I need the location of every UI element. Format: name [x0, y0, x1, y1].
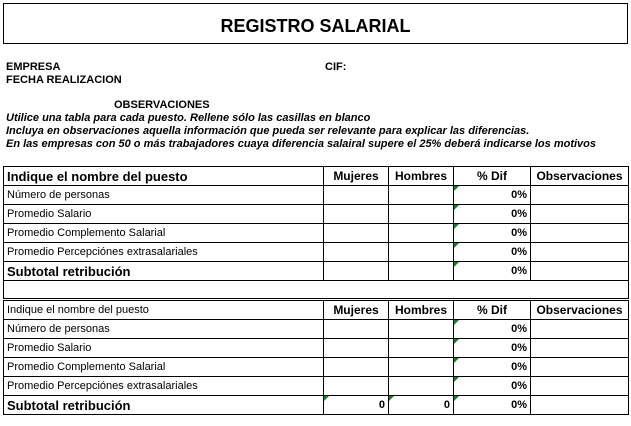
table-row — [4, 243, 629, 262]
mujeres-input-cell[interactable] — [324, 377, 389, 396]
table-row — [4, 377, 629, 396]
table-row — [4, 224, 629, 243]
hombres-input-cell[interactable] — [389, 224, 454, 243]
table-row — [4, 320, 629, 339]
observaciones-input-cell[interactable] — [531, 320, 629, 339]
spacer-cell — [4, 281, 629, 299]
hombres-input-cell[interactable] — [389, 320, 454, 339]
observaciones-input-cell[interactable] — [531, 358, 629, 377]
spacer-row — [4, 281, 629, 299]
hombres-header: Hombres — [389, 301, 454, 320]
table-row — [4, 186, 629, 205]
row-label: Promedio Complemento Salarial — [4, 224, 324, 243]
dif-header: % Dif — [454, 301, 531, 320]
dif-value: 0% — [454, 186, 531, 205]
mujeres-input-cell[interactable] — [324, 339, 389, 358]
note-line-2: Incluya en observaciones aquella información que pueda ser relevante para explicar las diferencias. — [6, 125, 530, 137]
subtotal-label: Subtotal retribución — [4, 396, 324, 415]
dif-value: 0% — [454, 224, 531, 243]
table-header-row — [4, 167, 629, 186]
observaciones-input-cell[interactable] — [531, 205, 629, 224]
subtotal-hombres — [389, 262, 454, 281]
row-label: Número de personas — [4, 320, 324, 339]
salary-table-2 — [3, 300, 629, 415]
subtotal-row — [4, 262, 629, 281]
subtotal-mujeres — [324, 262, 389, 281]
row-label: Número de personas — [4, 186, 324, 205]
observaciones-header: Observaciones — [531, 301, 629, 320]
dif-value: 0% — [454, 205, 531, 224]
page-title: REGISTRO SALARIAL — [220, 16, 411, 36]
row-label: Promedio Salario — [4, 205, 324, 224]
row-label: Promedio Complemento Salarial — [4, 358, 324, 377]
subtotal-label: Subtotal retribución — [4, 262, 324, 281]
hombres-input-cell[interactable] — [389, 205, 454, 224]
table-row — [4, 339, 629, 358]
table-header-row — [4, 301, 629, 320]
subtotal-mujeres: 0 — [324, 396, 389, 415]
puesto-name-cell[interactable]: Indique el nombre del puesto — [4, 167, 324, 186]
table-row — [4, 205, 629, 224]
table-row — [4, 358, 629, 377]
mujeres-input-cell[interactable] — [324, 358, 389, 377]
hombres-input-cell[interactable] — [389, 358, 454, 377]
salary-table-1 — [3, 166, 629, 299]
dif-value: 0% — [454, 339, 531, 358]
row-label: Promedio Percepciónes extrasalariales — [4, 243, 324, 262]
observaciones-input-cell[interactable] — [531, 186, 629, 205]
dif-value: 0% — [454, 377, 531, 396]
dif-header: % Dif — [454, 167, 531, 186]
dif-value: 0% — [454, 358, 531, 377]
fecha-label: FECHA REALIZACION — [6, 74, 122, 86]
hombres-input-cell[interactable] — [389, 186, 454, 205]
observaciones-input-cell[interactable] — [531, 224, 629, 243]
observaciones-title: OBSERVACIONES — [114, 99, 210, 111]
observaciones-header: Observaciones — [531, 167, 629, 186]
observaciones-input-cell[interactable] — [531, 243, 629, 262]
subtotal-row — [4, 396, 629, 415]
observaciones-input-cell[interactable] — [531, 339, 629, 358]
row-label: Promedio Salario — [4, 339, 324, 358]
mujeres-input-cell[interactable] — [324, 243, 389, 262]
subtotal-hombres: 0 — [389, 396, 454, 415]
dif-value: 0% — [454, 243, 531, 262]
observaciones-input-cell[interactable] — [531, 377, 629, 396]
hombres-input-cell[interactable] — [389, 339, 454, 358]
hombres-input-cell[interactable] — [389, 377, 454, 396]
note-line-1: Utilice una tabla para cada puesto. Rellene sólo las casillas en blanco — [6, 112, 371, 124]
observaciones-input-cell[interactable] — [531, 262, 629, 281]
mujeres-input-cell[interactable] — [324, 320, 389, 339]
row-label: Promedio Percepciónes extrasalariales — [4, 377, 324, 396]
hombres-header: Hombres — [389, 167, 454, 186]
mujeres-input-cell[interactable] — [324, 224, 389, 243]
subtotal-dif: 0% — [454, 396, 531, 415]
hombres-input-cell[interactable] — [389, 243, 454, 262]
mujeres-header: Mujeres — [324, 301, 389, 320]
note-line-3: En las empresas con 50 o más trabajadores cuaya diferencia salairal supere el 25% deberá indicarse los motivos — [6, 138, 597, 150]
mujeres-input-cell[interactable] — [324, 205, 389, 224]
title-box — [3, 3, 628, 44]
mujeres-header: Mujeres — [324, 167, 389, 186]
puesto-name-cell[interactable]: Indique el nombre del puesto — [4, 301, 324, 320]
dif-value: 0% — [454, 320, 531, 339]
observaciones-input-cell[interactable] — [531, 396, 629, 415]
empresa-label: EMPRESA — [6, 61, 61, 73]
mujeres-input-cell[interactable] — [324, 186, 389, 205]
subtotal-dif: 0% — [454, 262, 531, 281]
cif-label: CIF: — [325, 61, 347, 73]
